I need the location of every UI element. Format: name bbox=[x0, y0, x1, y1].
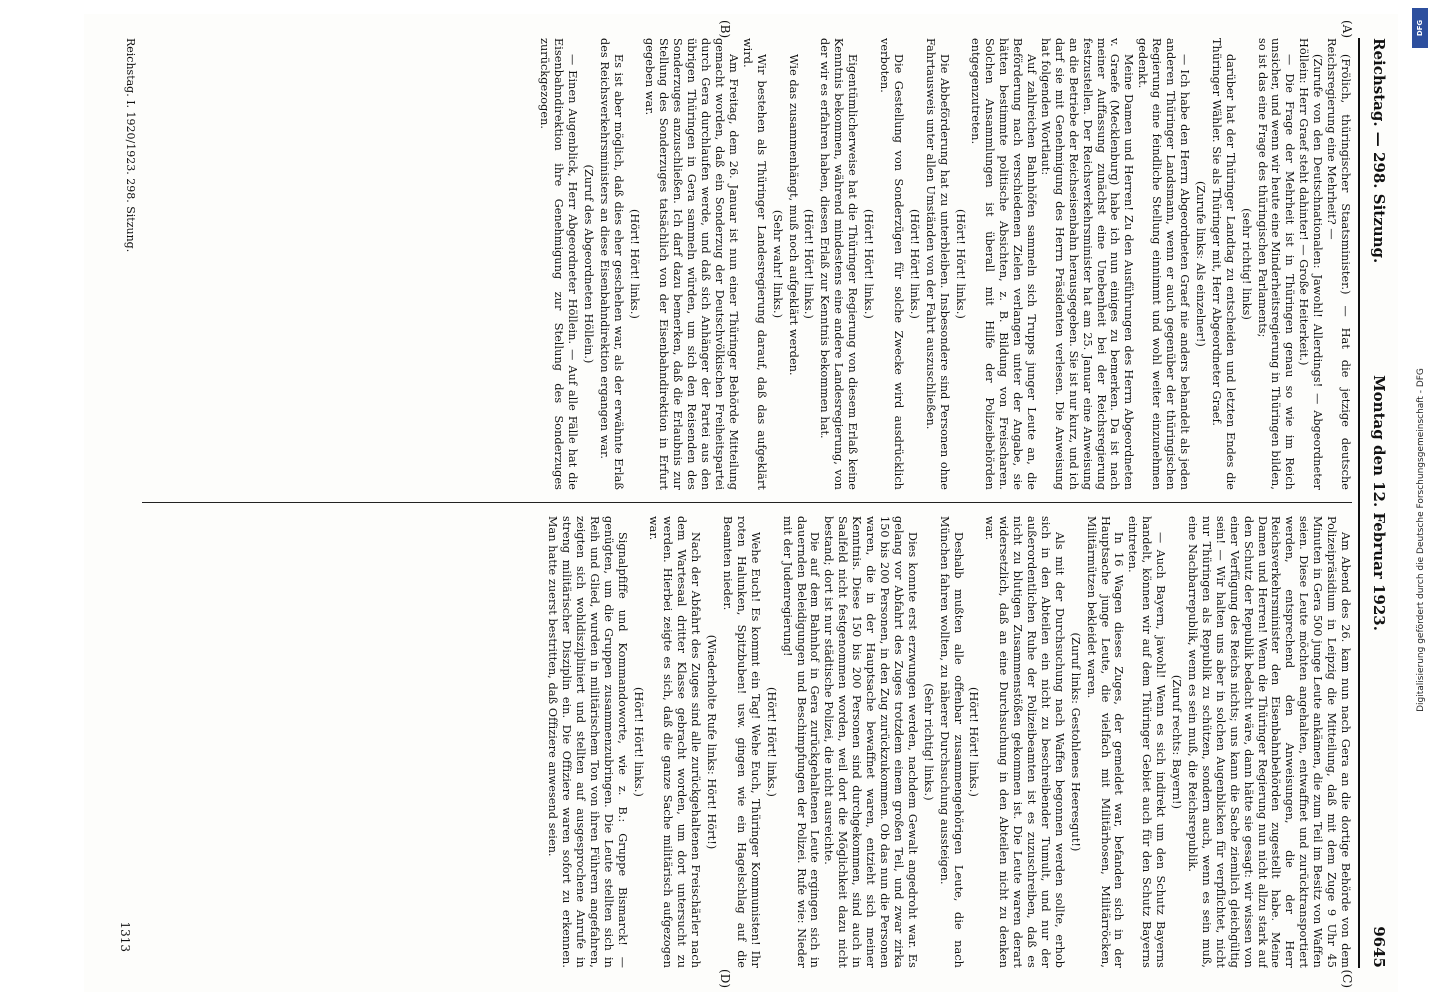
paragraph: Signalpfiffe und Kommandoworte, wie z. B.: Gruppe Bismarck! — genügten, um die Gruppen zusammenzubringen. Die Leute stellten sich in Reih und Glied, wurden in militärischem Ton von ihren Führern angefahren, zeigten sich wohldiszipliniert und stellten auf ausgesprochene Anrufe in streng militärischer Disziplin ein. Die Offiziere waren sofort zu erkennen. Man hatte zuerst bestritten, daß Offiziere anwesend seien. bbox=[546, 516, 629, 968]
interjection: (Hört! Hört! links.) bbox=[862, 209, 876, 319]
margin-marker-d: (D) bbox=[718, 969, 732, 988]
paragraph: — Ich habe den Herrn Abgeordneten Graef nie anders behandelt als jeden anderen Thüringer Landsmann, wenn er auch gegenüber der thüringischen Regierung eine feindliche Stellung einnimmt und wohl weiter einzunehmen gedenkt. bbox=[1136, 38, 1192, 490]
left-column bbox=[142, 38, 1352, 490]
paragraph: Als mit der Durchsuchung nach Waffen begonnen werden sollte, erhob sich in den Abteilen ein nicht zu beschreibender Tumult, und nur der außerordentlichen Ruhe der Polizeibeamten ist es zuzuschreiben, daß es nicht zu blutigen Zusammenstößen gekommen ist. Die Leute waren derart widersetzlich, daß an eine Durchsuchung in den Abteilen nicht zu denken war. bbox=[983, 516, 1066, 968]
paragraph: Dies konnte erst erzwungen werden, nachdem Gewalt angedroht war. Es gelang vor Abfahrt des Zuges trotzdem einem großen Teil, und zwar zirka 150 bis 200 Personen, in den Zug zurückzukommen. Ob das nun die Personen waren, die in der Hauptsache bewaffnet waren, entzieht sich meiner Kenntnis. Diese 150 bis 200 Personen sind durchgekommen, sind auch in Saalfeld nicht festgenommen worden, weil dort die Möglichkeit dazu nicht bestand; dort ist nur städtische Polizei, die nicht ausreichte. bbox=[822, 516, 919, 968]
interjection: (Hört! Hört! links.) bbox=[953, 209, 967, 319]
digitization-strip bbox=[1408, 0, 1434, 1000]
paragraph: Wehe Euch! Es kommt ein Tag! Wehe Euch, Thüringer Kommunisten! Ihr roten Halunken, Spitzbuben! usw. gingen wie ein Hagelschlag auf die Beamten nieder. bbox=[721, 516, 762, 968]
interjection: (Hört! Hört! links.) bbox=[967, 687, 981, 797]
paragraph: Nach der Abfahrt des Zuges sind alle zurückgehaltenen Freischärler nach dem Wartesaal dritter Klasse gebracht worden, um dort untersucht zu werden. Hierbei zeigte es sich, daß die ganze Sache militärisch aufgezogen war. bbox=[647, 516, 703, 968]
interjection: (Zuruf des Abgeordneten Höllein.) bbox=[581, 164, 595, 364]
paragraph: Es ist aber möglich, daß dies eher geschehen war, als der erwähnte Erlaß des Reichsverkehrsministers an diese Eisenbahndirektion ergangen war. bbox=[597, 38, 625, 490]
paragraph: Wie das zusammenhängt, muß noch aufgeklärt werden. bbox=[786, 54, 800, 376]
column-divider bbox=[142, 502, 1352, 503]
paragraph: Meine Damen und Herren! Zu den Ausführungen des Herrn Abgeordneten v. Graefe (Mecklenburg) habe ich nun einiges zu bemerken. Da ist nach meiner Auffassung zunächst eine Unebenheit bei der Reichsregierung festzustellen. Der Reichsverkehrsminister hat am 25. Januar eine Anweisung an die Betriebe der Reichseisenbahn herausgegeben. Sie ist nur kurz, und ich darf sie mit Genehmigung des Herrn Präsidenten verlesen. Die Anweisung hat folgenden Wortlaut: bbox=[1038, 38, 1136, 490]
margin-marker-c: (C) bbox=[1340, 969, 1354, 988]
digitization-note: Digitalisierung gefördert durch die Deutsche Forschungsgemeinschaft - DFG bbox=[1416, 368, 1426, 712]
paragraph: Auf zahlreichen Bahnhöfen sammeln sich Trupps junger Leute an, die Beförderung nach verschiedenen Zielen verlangen unter der Angabe, sie hätten bestimmte politische Absichten, z. B. Bildung von Freischaren. Solchen Ansammlungen ist überall mit Hilfe der Polizeibehörden entgegenzutreten. bbox=[969, 38, 1039, 490]
header-left: Reichstag. — 298. Sitzung. bbox=[1370, 38, 1388, 264]
paragraph: Die auf dem Bahnhof in Gera zurückgehaltenen Leute ergingen sich in dauernden Beleidigungen und Beschimpfungen der Polizei. Rufe wie: Nieder mit der Judenregierung! bbox=[780, 516, 822, 968]
paragraph: Deshalb mußten alle offenbar zusammengehörigen Leute, die nach München fahren wollten, zu näherer Durchsuchung aussteigen. bbox=[937, 516, 965, 968]
margin-marker-a: (A) bbox=[1340, 20, 1354, 39]
footer-line: Reichstag. I. 1920/1923. 298. Sitzung. bbox=[124, 38, 137, 253]
paragraph: (Zurufe von den Deutschnationalen: Jawohl! Allerdings! — Abgeordneter Höllein: Herr Graef steht dahinter! — Große Heiterkeit.) bbox=[1297, 38, 1325, 490]
header-page-number: 9645 bbox=[1370, 926, 1388, 968]
interjection: (Sehr richtig! links.) bbox=[921, 683, 935, 801]
paragraph: In 16 Wagen dieses Zuges, der gemeldet war, befanden sich in der Hauptsache junge Leute, die vielfach mit Militärhosen, Militärröcken, Militärmützen bekleidet waren. bbox=[1084, 516, 1126, 968]
paragraph: Die Gestellung von Sonderzügen für solche Zwecke wird ausdrücklich verboten. bbox=[878, 38, 905, 490]
interjection: (Wiederholte Rufe links: Hört! Hört!) bbox=[705, 634, 719, 850]
interjection: (Zuruf rechts: Bayern!) bbox=[1170, 674, 1184, 810]
footer-page-number: 1313 bbox=[118, 921, 132, 952]
header-date: Montag den 12. Februar 1923. bbox=[1370, 375, 1388, 631]
paragraph: (Frölich, thüringischer Staatsminister.) — Hat die jetzige deutsche Reichsregierung eine Mehrheit? — bbox=[1325, 38, 1352, 490]
interjection: (Zuruf links: Gestohlenes Heeresgut!) bbox=[1068, 632, 1082, 852]
header-rule bbox=[1358, 38, 1360, 968]
document-page bbox=[84, 14, 1398, 992]
interjection: (sehr richtig! links) bbox=[1239, 208, 1253, 320]
paragraph: — Einen Augenblick, Herr Abgeordneter Höllein. — Auf alle Fälle hat die Eisenbahndirektion ihre Genehmigung zur Stellung des Sonderzuges zurückgezogen. bbox=[538, 38, 579, 490]
interjection: (Hört! Hört! links.) bbox=[907, 209, 921, 319]
paragraph: Am Abend des 26. kam nun nach Gera an die dortige Behörde von dem Polizeipräsidium in Leipzig die Mitteilung, daß mit dem Zuge 9 Uhr 45 Minuten in Gera 500 junge Leute ankämen, die zum Teil im Besitz von Waffen seien. Diese Leute möchten angehalten, entwaffnet und zurücktransportiert werden, entsprechend den Anweisungen, die der Herr Reichsverkehrsminister den Eisenbahnbehörden zugestellt habe. Meine Damen und Herren! Wenn die Thüringer Regierung nun nicht allzu stark auf den Schutz der Republik bedacht wäre, dann hätte sie gesagt: wir wissen von einer Verfügung des Reichs nichts; uns kann die Sache ziemlich gleichgültig sein! — Wir halten uns aber in solchen Augenblicken für verpflichtet, nicht nur Thüringen als Republik zu schützen, sondern auch, wenn es sein muß, eine Nachbarrepublik, wenn es sein muß, die Reichsrepublik. bbox=[1186, 516, 1352, 968]
interjection: (Zurufe links: Als einzelner!) bbox=[1193, 181, 1207, 347]
paragraph: — Auch Bayern, jawohl! Wenn es sich indirekt um den Schutz Bayerns handelt, können wir auf dem Thüringer Gebiet auch für den Schutz Bayerns eintreten. bbox=[1126, 516, 1168, 968]
paragraph: Wir bestehen als Thüringer Landesregierung darauf, daß das aufgeklärt wird. bbox=[740, 38, 768, 490]
interjection: (Hört! Hört! links.) bbox=[627, 209, 641, 319]
interjection: (Hört! Hört! links.) bbox=[631, 687, 645, 797]
paragraph: Die Abbeförderung hat zu unterbleiben. Insbesondere sind Personen ohne Fahrtausweis unter allen Umständen von der Fahrt auszuschließen. bbox=[923, 38, 951, 490]
paragraph: Am Freitag, dem 26. Januar ist nun einer Thüringer Behörde Mitteilung gemacht worden, daß ein Sonderzug der Deutschvölkischen Freiheitspartei durch Gera durchlaufen werde, und daß sich Anhänger der Partei aus den übrigen Thüringen in Gera sammeln würden, um sich den Reisenden des Sonderzuges anzuschließen. Ich darf dazu bemerken, daß die Erlaubnis zur Stellung des Sonderzuges tatsächlich von der Eisenbahndirektion in Erfurt gegeben war. bbox=[643, 38, 740, 490]
right-column bbox=[142, 516, 1352, 968]
dfg-logo: DFG bbox=[1412, 8, 1428, 48]
page-header bbox=[1362, 38, 1388, 968]
paragraph: — Die Frage der Mehrheit ist in Thüringen genau so wie im Reich unsicher, und wenn wir heute eine Minderheitsregierung in Thüringen bilden, so ist das eine Frage des thüringischen Parlaments; bbox=[1255, 38, 1297, 490]
paragraph: Eigentümlicherweise hat die Thüringer Regierung von diesem Erlaß keine Kenntnis bekommen, während mindestens eine andere Landesregierung, von der wir es erfahren haben, diesen Erlaß zur Kenntnis bekommen hat. bbox=[818, 38, 860, 490]
interjection: (Hört! Hört! links.) bbox=[802, 209, 816, 319]
paragraph: darüber hat der Thüringer Landtag zu entscheiden und letzten Endes die Thüringer Wähler. Sie als Thüringer mit, Herr Abgeordneter Graef. bbox=[1209, 38, 1237, 490]
interjection: (Hört! Hört! links.) bbox=[764, 687, 778, 797]
interjection: (Sehr wahr! links.) bbox=[770, 209, 784, 319]
margin-marker-b: (B) bbox=[718, 20, 732, 39]
